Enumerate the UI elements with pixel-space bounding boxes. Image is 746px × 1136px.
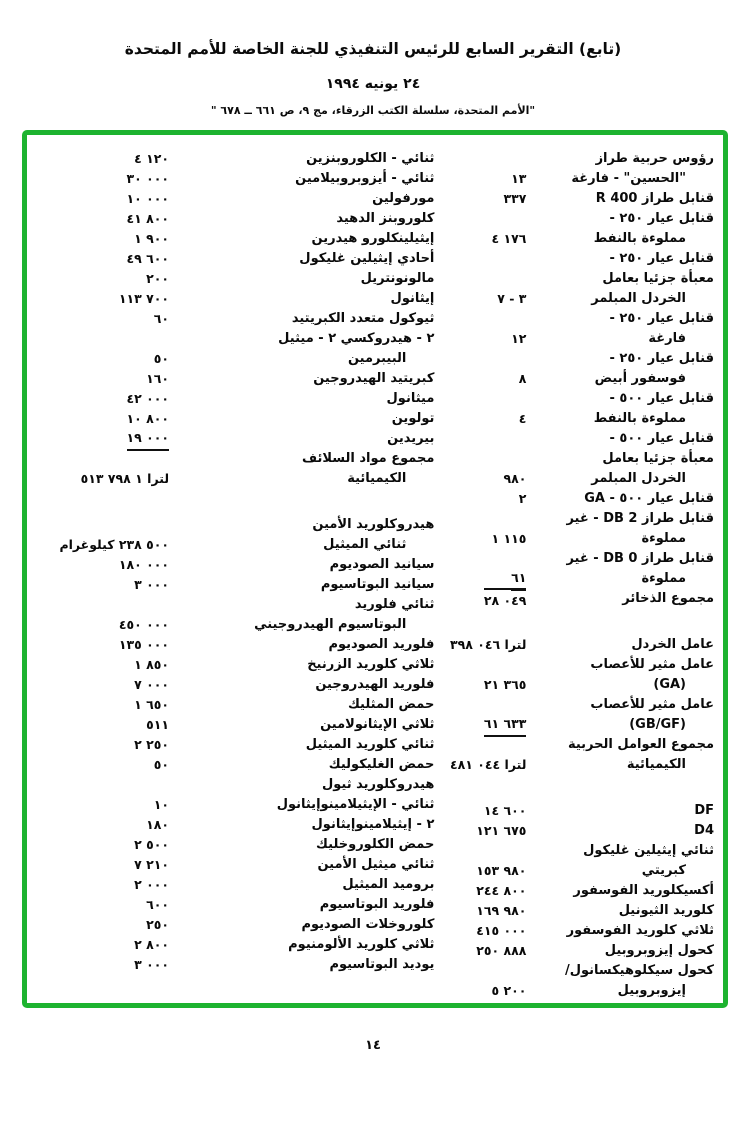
table-row (34, 329, 436, 349)
row-value: ١٠‎ ٠٠٠ (126, 191, 170, 206)
row-value (34, 449, 169, 469)
row-value (436, 349, 526, 369)
row-value (436, 841, 526, 861)
row-label: ثنائي إيثيلين غليكول (583, 843, 714, 858)
table-row (34, 835, 436, 855)
row-label: سيانيد الصوديوم (329, 557, 435, 572)
table-row (34, 369, 436, 389)
table-row (34, 169, 436, 189)
row-value: ١٤‎ ٦٠٠ (483, 803, 527, 818)
row-value: ١٨٠‎ ٠٠٠ (118, 557, 170, 572)
row-label: مملوءة بالنفط (593, 411, 686, 426)
row-label: قنابل عيار ٥٠٠ - (609, 391, 714, 406)
row-value: ٤٩‎ ٦٠٠ (126, 251, 170, 266)
row-value: ٣٩٨‎ ٠٤٦‎ لترا (450, 637, 527, 652)
row-label: أكسيكلوريد الفوسفور (573, 883, 714, 898)
content-frame (22, 130, 728, 1008)
table-row (436, 329, 716, 349)
table-row (34, 535, 436, 555)
row-value (436, 209, 526, 229)
row-value: ١٩‎ ٠٠٠ (34, 428, 169, 451)
row-value: ٣‎ ٠٠٠ (134, 577, 170, 592)
row-label: إيثانول (390, 291, 435, 306)
table-row (34, 575, 436, 595)
row-label: ميثانول (386, 391, 435, 406)
table-row (436, 169, 716, 189)
row-label: ثنائي الميثيل (323, 537, 407, 552)
table-row (436, 635, 716, 655)
row-value (436, 249, 526, 269)
row-label: تولوين (391, 411, 435, 426)
row-label: قنابل عيار ٢٥٠ - (609, 211, 714, 226)
table-row (34, 309, 436, 329)
row-label: معبأة جزئيا بعامل (602, 271, 714, 286)
row-label: ثلاثي كلوريد الألومنيوم (288, 937, 435, 952)
row-label: مجموع العوامل الحربية (567, 737, 714, 752)
table-row (34, 795, 436, 815)
row-value: ٢٠٠ (146, 271, 170, 286)
row-value (436, 509, 526, 529)
row-label: حمض المثليك (347, 697, 435, 712)
table-row (436, 249, 716, 269)
row-label: البيبرمين (347, 351, 407, 366)
row-value: كيلوغرام‎ ٢٣٨‎ ٥٠٠ (59, 537, 170, 552)
table-row (34, 655, 436, 675)
row-value: ٢٥٠ (146, 917, 170, 932)
row-label: (GA) (653, 677, 686, 692)
table-row (34, 935, 436, 955)
table-row (436, 881, 716, 901)
row-label: مالونونتريل (360, 271, 435, 286)
row-label: الكيميائية (626, 757, 686, 772)
table-row-spacer (436, 775, 716, 801)
table-row (34, 635, 436, 655)
row-value: ٩٨٠ (503, 471, 527, 486)
table-row (34, 915, 436, 935)
table-row (436, 489, 716, 509)
row-value (34, 515, 169, 535)
row-value (34, 329, 169, 349)
table-row (436, 369, 716, 389)
row-value: ٥٠ (153, 757, 170, 772)
row-value (436, 309, 526, 329)
table-row (34, 189, 436, 209)
table-row (34, 429, 436, 449)
table-row (34, 875, 436, 895)
row-value: ١٨٠ (146, 817, 170, 832)
row-label: قنابل عيار ٢٥٠ - (609, 311, 714, 326)
table-row (34, 955, 436, 975)
table-row (34, 469, 436, 489)
row-value: ٧‎ ٢١٠ (134, 857, 170, 872)
row-value: ٢٥٠‎ ٨٨٨ (476, 943, 527, 958)
row-value: ٦٠ (153, 311, 170, 326)
row-label: يوديد البوتاسيوم (329, 957, 435, 972)
report-date: ٢٤ يونيه ١٩٩٤ (325, 76, 421, 92)
table-row (34, 409, 436, 429)
table-row (436, 655, 716, 675)
table-row (436, 569, 716, 589)
row-value: ٤٨١‎ ٠٤٤‎ لترا (450, 757, 527, 772)
row-label: قنابل عيار ٢٥٠ - (609, 251, 714, 266)
table-row (436, 149, 716, 169)
row-label: كلوريد الثيونيل (618, 903, 714, 918)
row-label: ثلاثي كلوريد الزرنيخ (307, 657, 435, 672)
table-row (34, 595, 436, 615)
table-row (34, 855, 436, 875)
row-label: مملوءة (641, 571, 686, 586)
row-label: هيدروكلوريد ثيول (321, 777, 435, 792)
row-value: ٤٢‎ ٠٠٠ (126, 391, 170, 406)
row-value: ٣٠‎ ٠٠٠ (126, 171, 170, 186)
row-label: بيريدين (387, 431, 435, 446)
row-value: ٢‎ ٥٠٠ (134, 837, 170, 852)
row-label: ثنائي فلوريد (354, 597, 435, 612)
row-value: ١٣٥‎ ٠٠٠ (118, 637, 170, 652)
table-row (34, 895, 436, 915)
table-column-munitions (436, 149, 716, 1003)
table-row (436, 229, 716, 249)
table-row (34, 755, 436, 775)
row-value: ١٦٠ (146, 371, 170, 386)
table-row (436, 755, 716, 775)
report-title: (تابع) التقرير السابع للرئيس التنفيذي للجنة الخاصة للأمم المتحدة (124, 40, 622, 58)
row-label: عامل مثير للأعصاب (590, 657, 714, 672)
table-row (436, 941, 716, 961)
table-row (34, 715, 436, 735)
table-row (436, 589, 716, 609)
table-row (436, 549, 716, 569)
row-label: أحادي إيثيلين غليكول (299, 251, 435, 266)
table-row-spacer (34, 489, 436, 515)
table-row (34, 209, 436, 229)
row-label: كحول إيزوبروبيل (604, 943, 714, 958)
row-label: قنابل طراز DB 0 - غير (566, 551, 714, 566)
row-label: ثنائي كلوريد الميثيل (305, 737, 435, 752)
row-label: معبأة جزئيا بعامل (602, 451, 714, 466)
table-row (436, 841, 716, 861)
table-row (34, 229, 436, 249)
table-row (34, 349, 436, 369)
row-value (436, 449, 526, 469)
row-label: فلوريد الهيدروجين (315, 677, 435, 692)
row-label: ٢ - إيثيلامينوإيثانول (311, 817, 435, 832)
row-value (34, 595, 169, 615)
row-value: ١‎ ٦٥٠ (134, 697, 170, 712)
row-value: ٤١٥‎ ٠٠٠ (476, 923, 527, 938)
row-label: ثنائي - الإيثيلامينوإيثانول (276, 797, 435, 812)
row-label: الخردل المبلمر (591, 471, 686, 486)
row-label: مجموع الذخائر (622, 591, 714, 606)
table-row (436, 861, 716, 881)
row-value (34, 775, 169, 795)
table-row (436, 961, 716, 981)
row-label: إيثيلينكلورو هيدرين (311, 231, 435, 246)
row-label: إيزوبروبيل (617, 983, 686, 998)
table-row (436, 309, 716, 329)
row-value: ٢٤٤‎ ٨٠٠ (476, 883, 527, 898)
row-value: ٢ (518, 491, 527, 506)
table-row (34, 735, 436, 755)
row-value: ٤‎ ١٧٦ (491, 231, 527, 246)
row-value: ٤‎ ١٢٠ (134, 151, 170, 166)
table-row (436, 921, 716, 941)
table-row (34, 675, 436, 695)
table-row (436, 509, 716, 529)
table-row (436, 801, 716, 821)
row-label: مملوءة (641, 531, 686, 546)
table-row (34, 289, 436, 309)
table-row (34, 615, 436, 635)
row-value: ١٠ (153, 797, 170, 812)
table-row (436, 469, 716, 489)
row-label: قنابل طراز DB 2 - غير (566, 511, 714, 526)
row-value (436, 269, 526, 289)
table-row (436, 715, 716, 735)
row-value: ١‎ ٨٥٠ (134, 657, 170, 672)
row-label: سيانيد البوتاسيوم (320, 577, 435, 592)
row-value: ٥٠ (153, 351, 170, 366)
row-value: ١٢١‎ ٦٧٥ (476, 823, 527, 838)
table-row (34, 815, 436, 835)
row-label: قنابل عيار ٢٥٠ - (609, 351, 714, 366)
row-value: ٦١ (436, 568, 526, 591)
row-label: البوتاسيوم الهيدروجيني (254, 617, 407, 632)
row-label: مورفولين (372, 191, 435, 206)
table-row (436, 981, 716, 1001)
row-label: بروميد الميثيل (342, 877, 435, 892)
table-row (436, 429, 716, 449)
row-label: مملوءة بالنفط (593, 231, 686, 246)
table-row (436, 675, 716, 695)
row-value: ٧‎ - ٣ (497, 291, 527, 306)
row-label: DF (694, 803, 714, 818)
row-label: ٢ - هيدروكسي ٢ - ميثيل (278, 331, 435, 346)
row-label: قنابل عيار ٥٠٠ - (609, 431, 714, 446)
row-label: كلوروخلات الصوديوم (301, 917, 435, 932)
row-label: رؤوس حربية طراز (595, 151, 714, 166)
source-citation: "الأمم المتحدة، سلسلة الكتب الزرقاء، مج ٩، ص ٦٦١ ــ ٦٧٨ " (210, 104, 536, 117)
row-label: ثنائي ميثيل الأمين (317, 857, 435, 872)
row-value: ١٥٣‎ ٩٨٠ (476, 863, 527, 878)
row-label: ثنائي - أيزوبروبيلامين (295, 171, 435, 186)
table-row (34, 149, 436, 169)
row-label: حمض الغليكوليك (328, 757, 435, 772)
table-row (436, 735, 716, 755)
row-value: ٢‎ ٠٠٠ (134, 877, 170, 892)
row-value: ٥١١ (146, 717, 170, 732)
row-value: ٧‎ ٠٠٠ (134, 677, 170, 692)
row-value: ٢٨‎ ٠٤٩ (436, 588, 526, 611)
row-label: ثنائي - الكلوروبنزين (306, 151, 435, 166)
row-value: ١١٣‎ ٧٠٠ (118, 291, 170, 306)
row-label: هيدروكلوريد الأمين (312, 517, 435, 532)
row-value (436, 695, 526, 715)
table-row (436, 695, 716, 715)
row-value (436, 735, 526, 755)
row-label: حمض الكلوروخليك (316, 837, 435, 852)
row-value (436, 429, 526, 449)
row-value: ٥‎ ٢٠٠ (491, 983, 527, 998)
row-label: ثلاثي كلوريد الفوسفور (566, 923, 714, 938)
table-row (436, 449, 716, 469)
row-label: عامل مثير للأعصاب (590, 697, 714, 712)
row-value (436, 149, 526, 169)
table-row (34, 515, 436, 535)
row-label: عامل الخردل (631, 637, 714, 652)
table-row (34, 249, 436, 269)
row-label: كحول سيكلوهيكسانول/ (564, 963, 714, 978)
row-value (436, 549, 526, 569)
table-row-spacer (436, 609, 716, 635)
table-row (436, 269, 716, 289)
row-label: "الحسين" - فارغة (571, 171, 686, 186)
row-label: فلوريد البوتاسيوم (319, 897, 435, 912)
table-column-precursors (34, 149, 436, 1003)
row-value: ١‎ ١١٥ (491, 531, 527, 546)
table-row (34, 775, 436, 795)
report-header (0, 40, 746, 117)
row-value (436, 389, 526, 409)
row-value: ٦٠٠ (146, 897, 170, 912)
row-value (436, 961, 526, 981)
row-label: الكيميائية (347, 471, 407, 486)
row-label: مجموع مواد السلائف (302, 451, 435, 466)
row-label: (GB/GF) (629, 717, 686, 732)
row-value: ١٢ (511, 331, 527, 346)
row-value: ٤٥٠‎ ٠٠٠ (118, 617, 170, 632)
table-row (34, 389, 436, 409)
row-value: ٥١٣‎ ٧٩٨‎ ١‎ لترا (80, 471, 170, 486)
row-value: ١٠‎ ٨٠٠ (126, 411, 170, 426)
table-row (436, 901, 716, 921)
row-label: فارغة (648, 331, 686, 346)
row-value: ١٦٩‎ ٩٨٠ (476, 903, 527, 918)
row-label: D4 (694, 823, 714, 838)
table-row (34, 555, 436, 575)
row-label: الخردل المبلمر (591, 291, 686, 306)
row-value: ٦١‎ ٦٣٣ (436, 714, 526, 737)
table-row (436, 289, 716, 309)
table-row (436, 189, 716, 209)
row-label: كلوروبنز الدهيد (336, 211, 435, 226)
row-value (436, 655, 526, 675)
row-value: ٣٣٧ (503, 191, 527, 206)
table-row (34, 269, 436, 289)
row-label: ثلاثي الإيثانولامين (320, 717, 435, 732)
table-row (436, 209, 716, 229)
page-number: ١٤ (365, 1038, 381, 1053)
row-value: ٢١‎ ٣٦٥ (483, 677, 527, 692)
table-row (34, 449, 436, 469)
table-row (34, 695, 436, 715)
table-row (436, 389, 716, 409)
row-value: ٨ (518, 371, 527, 386)
row-label: ثيوكول متعدد الكبريتيد (291, 311, 435, 326)
row-value: ١‎ ٩٠٠ (134, 231, 170, 246)
row-value: ٣‎ ٠٠٠ (134, 957, 170, 972)
table-row (436, 821, 716, 841)
row-value: ٢‎ ٢٥٠ (134, 737, 170, 752)
table-row (436, 529, 716, 549)
row-value: ٤ (518, 411, 527, 426)
row-value: ٢‎ ٨٠٠ (134, 937, 170, 952)
row-label: قنابل طراز R 400 (595, 191, 714, 206)
row-label: فوسفور أبيض (594, 371, 686, 386)
table-row (436, 409, 716, 429)
table-row (436, 349, 716, 369)
row-value: ٤١‎ ٨٠٠ (126, 211, 170, 226)
row-label: قنابل عيار ٥٠٠ - GA (584, 491, 714, 506)
row-value: ١٣ (511, 171, 527, 186)
row-label: كبريتيد الهيدروجين (313, 371, 435, 386)
row-label: كبريتي (641, 863, 686, 878)
row-label: فلوريد الصوديوم (328, 637, 435, 652)
